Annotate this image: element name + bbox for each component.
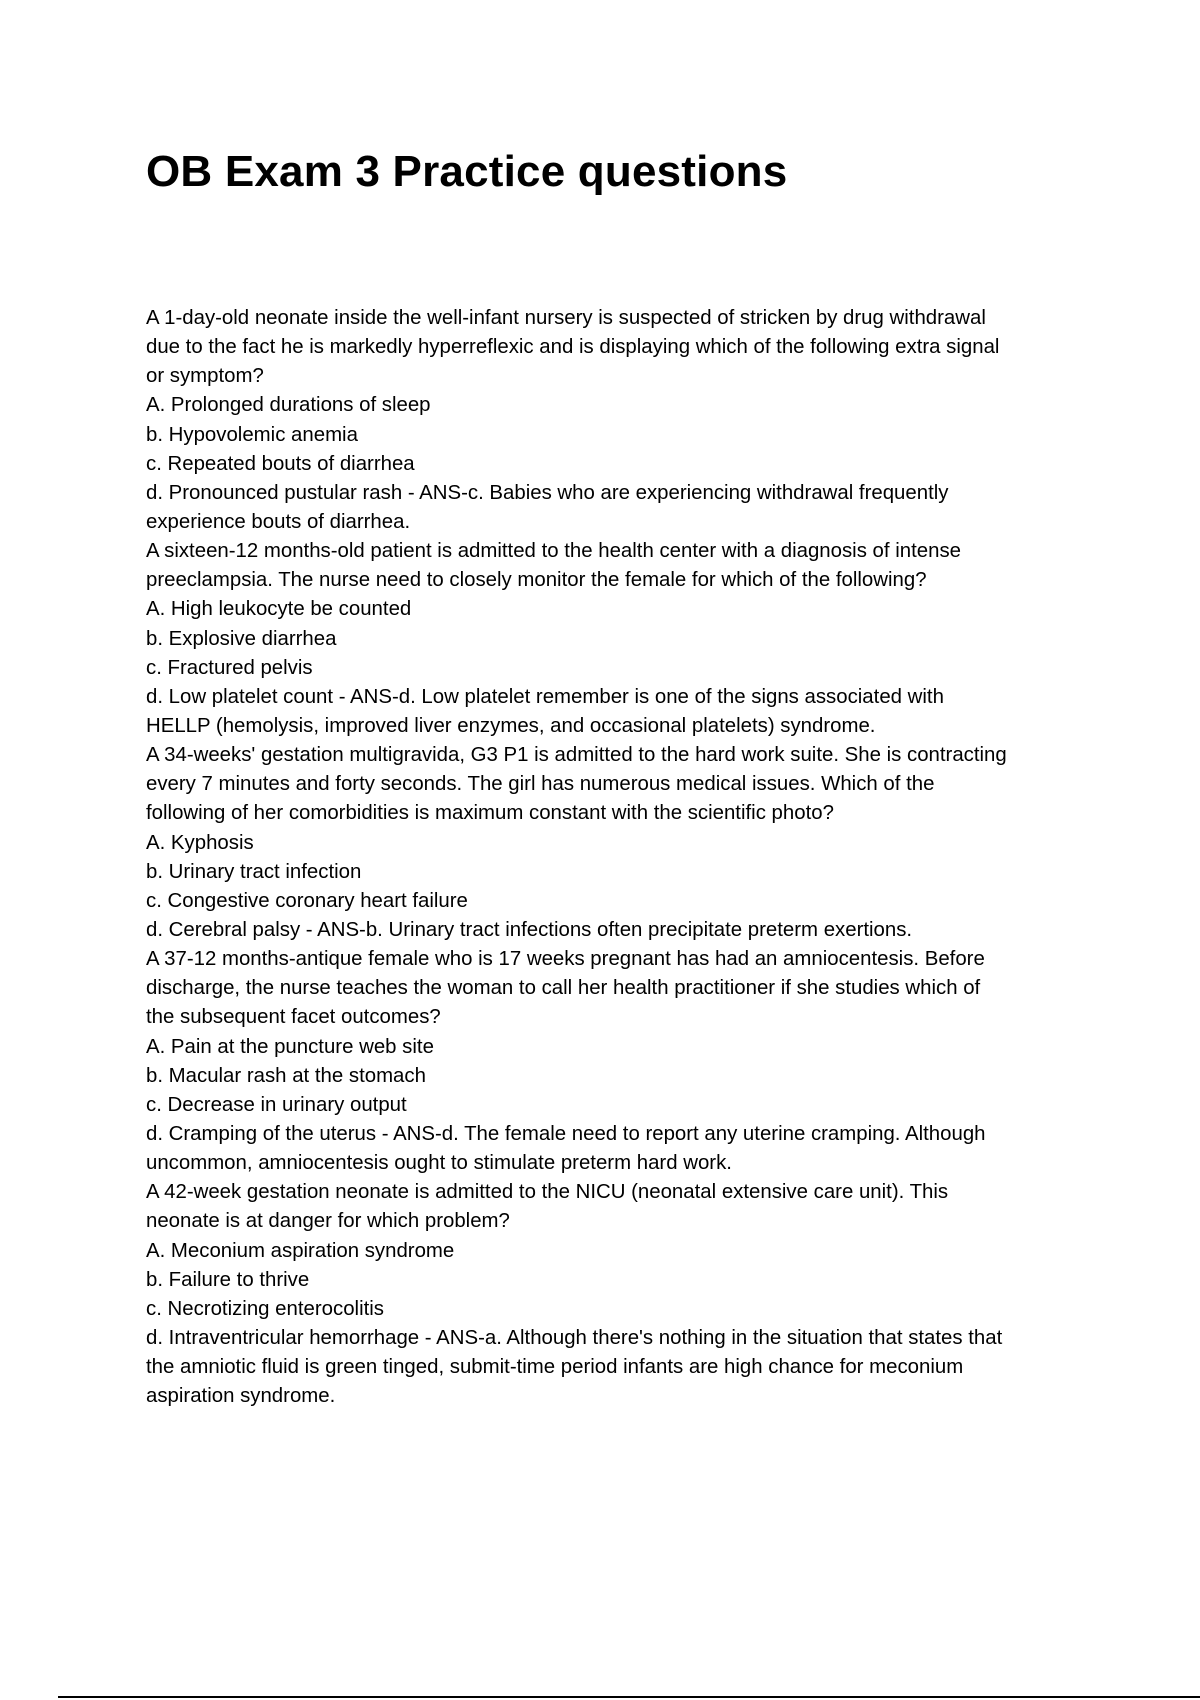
footer-divider (58, 1696, 1200, 1698)
question-3-option-a: A. Kyphosis (146, 831, 254, 854)
question-4-option-b: b. Macular rash at the stomach (146, 1064, 426, 1087)
question-1-option-c: c. Repeated bouts of diarrhea (146, 452, 415, 475)
question-2-option-a: A. High leukocyte be counted (146, 598, 412, 621)
question-4-option-a: A. Pain at the puncture web site (146, 1035, 434, 1058)
question-4-option-c: c. Decrease in urinary output (146, 1093, 407, 1116)
question-2-option-b: b. Explosive diarrhea (146, 627, 337, 650)
question-5-option-d-answer: d. Intraventricular hemorrhage - ANS-a. Although there's nothing in the situation that states that (146, 1326, 1003, 1349)
question-2-answer-continued: HELLP (hemolysis, improved liver enzymes, and occasional platelets) syndrome. (146, 714, 876, 737)
question-3-option-b: b. Urinary tract infection (146, 860, 362, 883)
question-1-stem-line-3: or symptom? (146, 365, 264, 388)
question-4-answer-continued: uncommon, amniocentesis ought to stimulate preterm hard work. (146, 1152, 732, 1175)
question-4-stem-line-3: the subsequent facet outcomes? (146, 1006, 441, 1029)
question-4-stem-line-2: discharge, the nurse teaches the woman to call her health practitioner if she studies which of (146, 977, 981, 1000)
questions-body (146, 304, 1086, 1411)
question-2-option-d-answer: d. Low platelet count - ANS-d. Low platelet remember is one of the signs associated with (146, 685, 944, 708)
question-1-stem-line-1: A 1-day-old neonate inside the well-infant nursery is suspected of stricken by drug withdrawal (146, 307, 986, 329)
question-2-option-c: c. Fractured pelvis (146, 656, 313, 679)
question-4-option-d-answer: d. Cramping of the uterus - ANS-d. The female need to report any uterine cramping. Although (146, 1122, 986, 1145)
question-3-option-d-answer: d. Cerebral palsy - ANS-b. Urinary tract infections often precipitate preterm exertions. (146, 918, 913, 941)
question-3-stem-line-1: A 34-weeks' gestation multigravida, G3 P1 is admitted to the hard work suite. She is contracting (146, 744, 1007, 767)
question-5-option-a: A. Meconium aspiration syndrome (146, 1239, 455, 1262)
question-5-stem-line-2: neonate is at danger for which problem? (146, 1210, 510, 1233)
question-1-option-a: A. Prolonged durations of sleep (146, 394, 431, 417)
question-5-answer-continued-1: the amniotic fluid is green tinged, submit-time period infants are high chance for meconium (146, 1356, 964, 1379)
question-1-option-d-answer: d. Pronounced pustular rash - ANS-c. Babies who are experiencing withdrawal frequently (146, 481, 949, 504)
question-2-stem-line-1: A sixteen-12 months-old patient is admitted to the health center with a diagnosis of intense (146, 540, 961, 563)
question-3-stem-line-2: every 7 minutes and forty seconds. The girl has numerous medical issues. Which of the (146, 773, 935, 796)
question-5-option-b: b. Failure to thrive (146, 1268, 310, 1291)
question-2-stem-line-2: preeclampsia. The nurse need to closely monitor the female for which of the following? (146, 569, 927, 592)
question-5-answer-continued-2: aspiration syndrome. (146, 1385, 336, 1408)
question-3-stem-line-3: following of her comorbidities is maximum constant with the scientific photo? (146, 802, 834, 825)
question-1-stem-line-2: due to the fact he is markedly hyperreflexic and is displaying which of the following extra signal (146, 336, 1000, 359)
question-3-option-c: c. Congestive coronary heart failure (146, 889, 468, 912)
question-1-answer-continued: experience bouts of diarrhea. (146, 510, 411, 533)
question-4-stem-line-1: A 37-12 months-antique female who is 17 weeks pregnant has had an amniocentesis. Before (146, 948, 985, 971)
page-title: OB Exam 3 Practice questions (146, 147, 788, 196)
question-5-stem-line-1: A 42-week gestation neonate is admitted to the NICU (neonatal extensive care unit). This (146, 1181, 949, 1204)
question-5-option-c: c. Necrotizing enterocolitis (146, 1297, 384, 1320)
question-1-option-b: b. Hypovolemic anemia (146, 423, 358, 446)
